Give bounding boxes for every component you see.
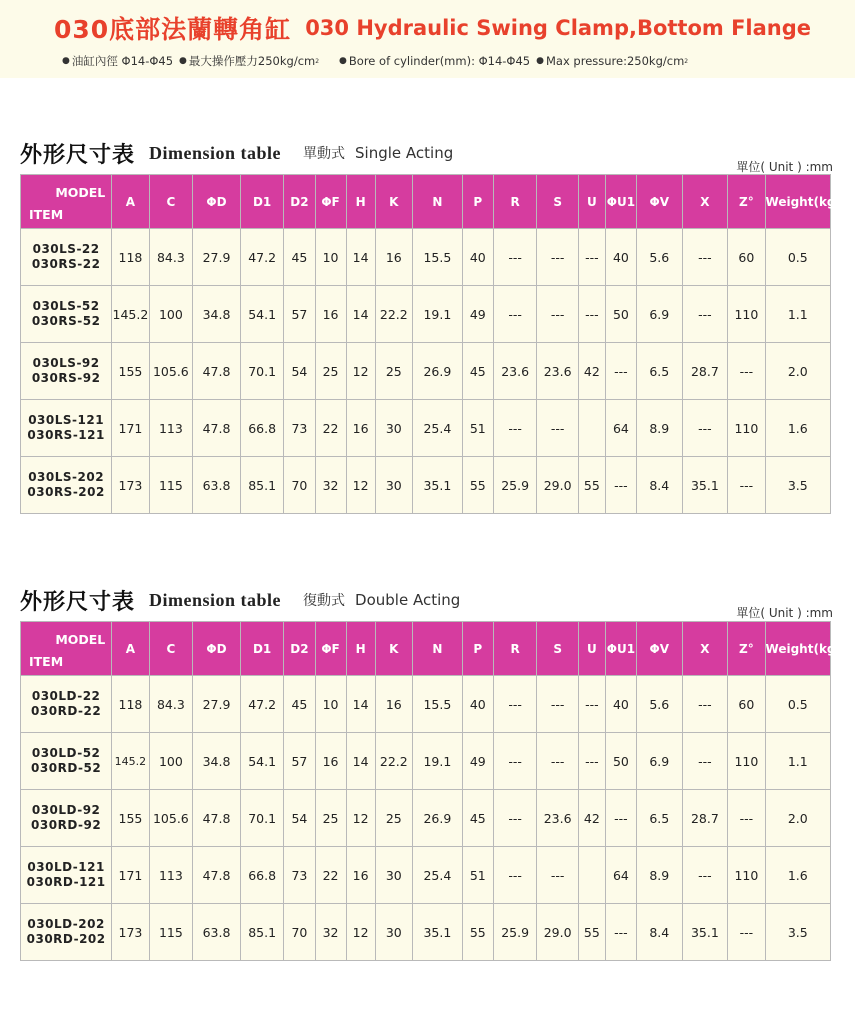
spec-bore-zh (62, 53, 173, 69)
table-cell: 118 (112, 229, 149, 286)
table-cell: 155 (112, 790, 149, 847)
column-header: D1 (240, 622, 284, 676)
table-cell: 26.9 (412, 790, 462, 847)
table-cell: --- (493, 733, 537, 790)
model-number: 030LD-92 (31, 803, 101, 817)
unit-label: 單位( Unit ) :mm (736, 606, 833, 620)
column-header: P (462, 175, 493, 229)
model-number: 030LD-22 (31, 689, 101, 703)
title-english: 030 Hydraulic Swing Clamp,Bottom Flange (305, 16, 812, 40)
model-item-header (21, 622, 112, 676)
table-cell: 28.7 (682, 343, 728, 400)
table-cell: --- (493, 229, 537, 286)
table-cell: 105.6 (149, 790, 193, 847)
superscript: 2 (684, 57, 689, 65)
column-header: Weight(kg) (765, 175, 830, 229)
dimension-table-double (20, 621, 841, 961)
table-cell: --- (493, 847, 537, 904)
table-cell: 35.1 (682, 457, 728, 514)
table-cell: 171 (112, 847, 149, 904)
table-cell: 25 (375, 790, 412, 847)
table-cell: 6.5 (636, 343, 682, 400)
table-cell: 30 (375, 457, 412, 514)
bullet-icon: ● (179, 56, 187, 66)
table-cell: 22.2 (375, 286, 412, 343)
table-cell: 63.8 (193, 904, 241, 961)
table-cell: --- (537, 676, 578, 733)
table-cell: --- (537, 733, 578, 790)
table-cell: --- (537, 847, 578, 904)
table-cell: 25.4 (412, 400, 462, 457)
table-cell: --- (537, 286, 578, 343)
model-cell (21, 790, 112, 847)
model-number: 030RD-92 (31, 818, 102, 832)
table-cell: 35.1 (682, 904, 728, 961)
table-cell: 40 (462, 676, 493, 733)
table-cell: 84.3 (149, 229, 193, 286)
title-chinese: 030底部法蘭轉角缸 (54, 15, 292, 44)
table-cell: 85.1 (240, 457, 284, 514)
table-cell: 22 (315, 400, 346, 457)
table-cell: 16 (315, 733, 346, 790)
bullet-icon: ● (536, 56, 544, 66)
table-cell: 23.6 (537, 343, 578, 400)
table-cell: 3.5 (765, 904, 830, 961)
model-number: 030RS-121 (27, 428, 105, 442)
table-cell: 155 (112, 343, 149, 400)
table-cell: 60 (728, 229, 765, 286)
superscript: 2 (315, 57, 320, 65)
table-cell: 49 (462, 286, 493, 343)
table-cell: 47.2 (240, 676, 284, 733)
model-header-label: MODEL (55, 185, 106, 200)
table-cell: 16 (346, 400, 375, 457)
table-cell: 118 (112, 676, 149, 733)
section-title-zh: 外形尺寸表 (20, 588, 136, 615)
table-cell: 110 (728, 733, 765, 790)
table-row (21, 847, 831, 904)
model-number: 030RD-121 (26, 875, 106, 889)
model-number: 030RS-92 (31, 371, 101, 385)
table-cell: 47.8 (193, 400, 241, 457)
model-cell (21, 457, 112, 514)
model-number: 030RS-22 (31, 257, 101, 271)
table-cell: 6.9 (636, 733, 682, 790)
mode-label-zh: 單動式 (303, 146, 346, 162)
table-cell: 110 (728, 400, 765, 457)
table-cell: 173 (112, 904, 149, 961)
table-cell: 2.0 (765, 343, 830, 400)
table-cell: 23.6 (493, 343, 537, 400)
table-cell: --- (682, 286, 728, 343)
table-cell: 84.3 (149, 676, 193, 733)
table-cell: 25 (315, 343, 346, 400)
table-cell: 40 (605, 229, 636, 286)
model-cell (21, 286, 112, 343)
table-cell: 0.5 (765, 229, 830, 286)
column-header: H (346, 622, 375, 676)
column-header: X (682, 175, 728, 229)
column-header: H (346, 175, 375, 229)
column-header: Z° (728, 175, 765, 229)
table-cell: 5.6 (636, 676, 682, 733)
column-header: A (112, 622, 149, 676)
model-header-label: MODEL (55, 632, 106, 647)
table-cell: 35.1 (412, 904, 462, 961)
table-cell: 10 (315, 229, 346, 286)
table-cell: 55 (578, 457, 605, 514)
column-header: K (375, 622, 412, 676)
bullet-icon: ● (339, 56, 347, 66)
table-cell: 6.9 (636, 286, 682, 343)
model-cell (21, 904, 112, 961)
section-title-en: Dimension table (149, 589, 282, 610)
table-cell: 70.1 (240, 790, 284, 847)
spec-line (62, 52, 842, 70)
table-cell: 30 (375, 400, 412, 457)
table-cell: 42 (578, 790, 605, 847)
table-cell: 63.8 (193, 457, 241, 514)
table-cell: 22.2 (375, 733, 412, 790)
model-cell (21, 229, 112, 286)
table-cell (578, 400, 605, 457)
model-item-header (21, 175, 112, 229)
table-cell: 47.2 (240, 229, 284, 286)
column-header: D2 (284, 622, 315, 676)
spec-text: 油缸內徑 Φ14-Φ45 (71, 54, 174, 68)
table-row (21, 400, 831, 457)
column-header: ΦD (193, 175, 241, 229)
table-cell: 51 (462, 847, 493, 904)
table-cell: 28.7 (682, 790, 728, 847)
table-cell: --- (682, 847, 728, 904)
table-cell: 16 (375, 676, 412, 733)
table-cell: 64 (605, 847, 636, 904)
header-row (21, 622, 831, 676)
table-cell: 1.6 (765, 400, 830, 457)
column-header: ΦV (636, 622, 682, 676)
table-cell: 10 (315, 676, 346, 733)
table-cell: 45 (462, 790, 493, 847)
table-cell: --- (728, 343, 765, 400)
table-cell: 110 (728, 847, 765, 904)
table-cell: 14 (346, 676, 375, 733)
table-cell: 8.9 (636, 400, 682, 457)
table-cell: 115 (149, 457, 193, 514)
column-header: R (493, 175, 537, 229)
table-cell: 145.2 (112, 286, 149, 343)
table-cell: 54 (284, 790, 315, 847)
section-heading-double (20, 585, 835, 615)
table-cell: --- (682, 400, 728, 457)
column-header: ΦF (315, 175, 346, 229)
column-header: C (149, 622, 193, 676)
model-cell (21, 733, 112, 790)
column-header: K (375, 175, 412, 229)
table-row (21, 457, 831, 514)
model-number: 030RD-52 (31, 761, 102, 775)
column-header: ΦU1 (605, 175, 636, 229)
table-cell: --- (578, 733, 605, 790)
table-cell: 8.4 (636, 904, 682, 961)
column-header: U (578, 622, 605, 676)
table-cell: 66.8 (240, 400, 284, 457)
model-number: 030LS-22 (32, 242, 100, 256)
column-header: D1 (240, 175, 284, 229)
table-cell: --- (605, 904, 636, 961)
table-cell: 26.9 (412, 343, 462, 400)
table-cell: 5.6 (636, 229, 682, 286)
table-cell: 25.4 (412, 847, 462, 904)
table-cell: 47.8 (193, 790, 241, 847)
model-cell (21, 343, 112, 400)
table-row (21, 343, 831, 400)
table-cell: 29.0 (537, 904, 578, 961)
section-title-en: Dimension table (149, 142, 282, 163)
table-cell: 16 (315, 286, 346, 343)
table-cell: 19.1 (412, 286, 462, 343)
model-number: 030LD-52 (31, 746, 101, 760)
table-cell: 47.8 (193, 847, 241, 904)
table-cell: 55 (462, 904, 493, 961)
spec-pressure-en (536, 54, 688, 68)
table-cell: 14 (346, 286, 375, 343)
table-cell: 25 (375, 343, 412, 400)
table-cell: 25 (315, 790, 346, 847)
table-cell: 6.5 (636, 790, 682, 847)
header-row (21, 175, 831, 229)
table-cell: 32 (315, 457, 346, 514)
spec-text: 最大操作壓力250kg/cm (188, 54, 316, 68)
table-cell: 45 (284, 676, 315, 733)
mode-label-zh: 復動式 (303, 593, 346, 609)
table-cell: 8.9 (636, 847, 682, 904)
table-cell: 1.6 (765, 847, 830, 904)
table-cell: 8.4 (636, 457, 682, 514)
model-number: 030LD-121 (27, 860, 105, 874)
table-cell: 2.0 (765, 790, 830, 847)
table-cell: 113 (149, 400, 193, 457)
table-cell: 70.1 (240, 343, 284, 400)
table-cell: 16 (346, 847, 375, 904)
table-cell: 16 (375, 229, 412, 286)
table-row (21, 286, 831, 343)
model-number: 030LS-202 (28, 470, 105, 484)
table-cell: 57 (284, 286, 315, 343)
column-header: Z° (728, 622, 765, 676)
table-cell: 27.9 (193, 676, 241, 733)
table-cell: 0.5 (765, 676, 830, 733)
table-cell: 113 (149, 847, 193, 904)
table-cell: --- (493, 400, 537, 457)
table-cell: 64 (605, 400, 636, 457)
spec-bore-en (339, 54, 530, 68)
table-cell: 12 (346, 904, 375, 961)
table-cell: --- (578, 286, 605, 343)
column-header: D2 (284, 175, 315, 229)
spec-text: Bore of cylinder(mm): Φ14-Φ45 (348, 54, 531, 68)
table-cell: 34.8 (193, 733, 241, 790)
column-header: C (149, 175, 193, 229)
model-number: 030RD-22 (31, 704, 102, 718)
table-cell: 25.9 (493, 904, 537, 961)
column-header: N (412, 175, 462, 229)
column-header: ΦV (636, 175, 682, 229)
table-cell: 55 (578, 904, 605, 961)
table-cell: 3.5 (765, 457, 830, 514)
table-cell: 34.8 (193, 286, 241, 343)
table-cell: --- (578, 229, 605, 286)
table-cell: 110 (728, 286, 765, 343)
table-cell: 19.1 (412, 733, 462, 790)
table-row (21, 790, 831, 847)
table-cell: --- (728, 457, 765, 514)
table-cell: --- (537, 400, 578, 457)
table-row (21, 229, 831, 286)
table-cell: 1.1 (765, 286, 830, 343)
table-cell: 30 (375, 904, 412, 961)
column-header: ΦU1 (605, 622, 636, 676)
table-cell: 100 (149, 733, 193, 790)
table-cell: 50 (605, 286, 636, 343)
table-cell: 29.0 (537, 457, 578, 514)
table-cell: 30 (375, 847, 412, 904)
table-row (21, 733, 831, 790)
table-cell: 14 (346, 229, 375, 286)
table-cell: --- (605, 457, 636, 514)
model-cell (21, 676, 112, 733)
bullet-icon: ● (62, 56, 70, 66)
table-cell: 54 (284, 343, 315, 400)
table-cell: 12 (346, 343, 375, 400)
model-number: 030LS-52 (32, 299, 100, 313)
dimension-table-single (20, 174, 841, 514)
table-cell: 40 (462, 229, 493, 286)
mode-label-en: Double Acting (355, 591, 461, 609)
table-cell: 60 (728, 676, 765, 733)
table-cell: 32 (315, 904, 346, 961)
column-header: A (112, 175, 149, 229)
table-cell: 45 (462, 343, 493, 400)
table-cell: 66.8 (240, 847, 284, 904)
column-header: X (682, 622, 728, 676)
model-number: 030LS-92 (32, 356, 100, 370)
table-cell: 100 (149, 286, 193, 343)
table-cell: 70 (284, 457, 315, 514)
table-cell: --- (605, 343, 636, 400)
table-cell: --- (578, 676, 605, 733)
mode-label-en: Single Acting (355, 144, 454, 162)
table-cell: 54.1 (240, 733, 284, 790)
table-cell: 50 (605, 733, 636, 790)
table-cell: 49 (462, 733, 493, 790)
table-cell: 171 (112, 400, 149, 457)
table-cell: 35.1 (412, 457, 462, 514)
table-cell: --- (493, 286, 537, 343)
table-cell: 173 (112, 457, 149, 514)
column-header: ΦD (193, 622, 241, 676)
table-cell: 14 (346, 733, 375, 790)
table-cell: 25.9 (493, 457, 537, 514)
table-cell: 40 (605, 676, 636, 733)
column-header: N (412, 622, 462, 676)
table-cell: --- (493, 790, 537, 847)
table-row (21, 676, 831, 733)
column-header: Weight(kg) (765, 622, 830, 676)
table-cell: 70 (284, 904, 315, 961)
table-cell: 115 (149, 904, 193, 961)
spec-pressure-zh (179, 53, 319, 69)
table-cell: 85.1 (240, 904, 284, 961)
table-cell: 51 (462, 400, 493, 457)
table-cell: 73 (284, 847, 315, 904)
table-cell: --- (493, 676, 537, 733)
table-cell: --- (682, 229, 728, 286)
table-cell: 42 (578, 343, 605, 400)
table-cell: --- (728, 904, 765, 961)
table-cell: 12 (346, 457, 375, 514)
table-cell: --- (682, 733, 728, 790)
table-cell: 15.5 (412, 676, 462, 733)
model-cell (21, 847, 112, 904)
item-header-label: ITEM (29, 654, 64, 669)
table-cell: 12 (346, 790, 375, 847)
table-cell: 54.1 (240, 286, 284, 343)
item-header-label: ITEM (29, 207, 64, 222)
model-number: 030RS-52 (31, 314, 101, 328)
table-cell: 145.2 (112, 733, 149, 790)
column-header: U (578, 175, 605, 229)
table-cell: --- (682, 676, 728, 733)
column-header: P (462, 622, 493, 676)
table-cell: 27.9 (193, 229, 241, 286)
page-title (54, 10, 844, 46)
column-header: ΦF (315, 622, 346, 676)
table-row (21, 904, 831, 961)
table-cell: 47.8 (193, 343, 241, 400)
column-header: S (537, 175, 578, 229)
model-number: 030LD-202 (27, 917, 105, 931)
table-cell: 22 (315, 847, 346, 904)
table-cell: 73 (284, 400, 315, 457)
model-cell (21, 400, 112, 457)
table-cell: 15.5 (412, 229, 462, 286)
model-number: 030RD-202 (26, 932, 106, 946)
table-cell: --- (728, 790, 765, 847)
section-title-zh: 外形尺寸表 (20, 141, 136, 168)
table-cell: 45 (284, 229, 315, 286)
section-heading-single (20, 138, 835, 168)
table-cell: --- (605, 790, 636, 847)
table-cell: 23.6 (537, 790, 578, 847)
table-cell (578, 847, 605, 904)
unit-label: 單位( Unit ) :mm (736, 160, 833, 174)
table-cell: 1.1 (765, 733, 830, 790)
table-cell: 57 (284, 733, 315, 790)
spec-text: Max pressure:250kg/cm (545, 54, 685, 68)
column-header: R (493, 622, 537, 676)
table-cell: --- (537, 229, 578, 286)
model-number: 030RS-202 (27, 485, 105, 499)
model-number: 030LS-121 (28, 413, 105, 427)
column-header: S (537, 622, 578, 676)
table-cell: 105.6 (149, 343, 193, 400)
table-cell: 55 (462, 457, 493, 514)
